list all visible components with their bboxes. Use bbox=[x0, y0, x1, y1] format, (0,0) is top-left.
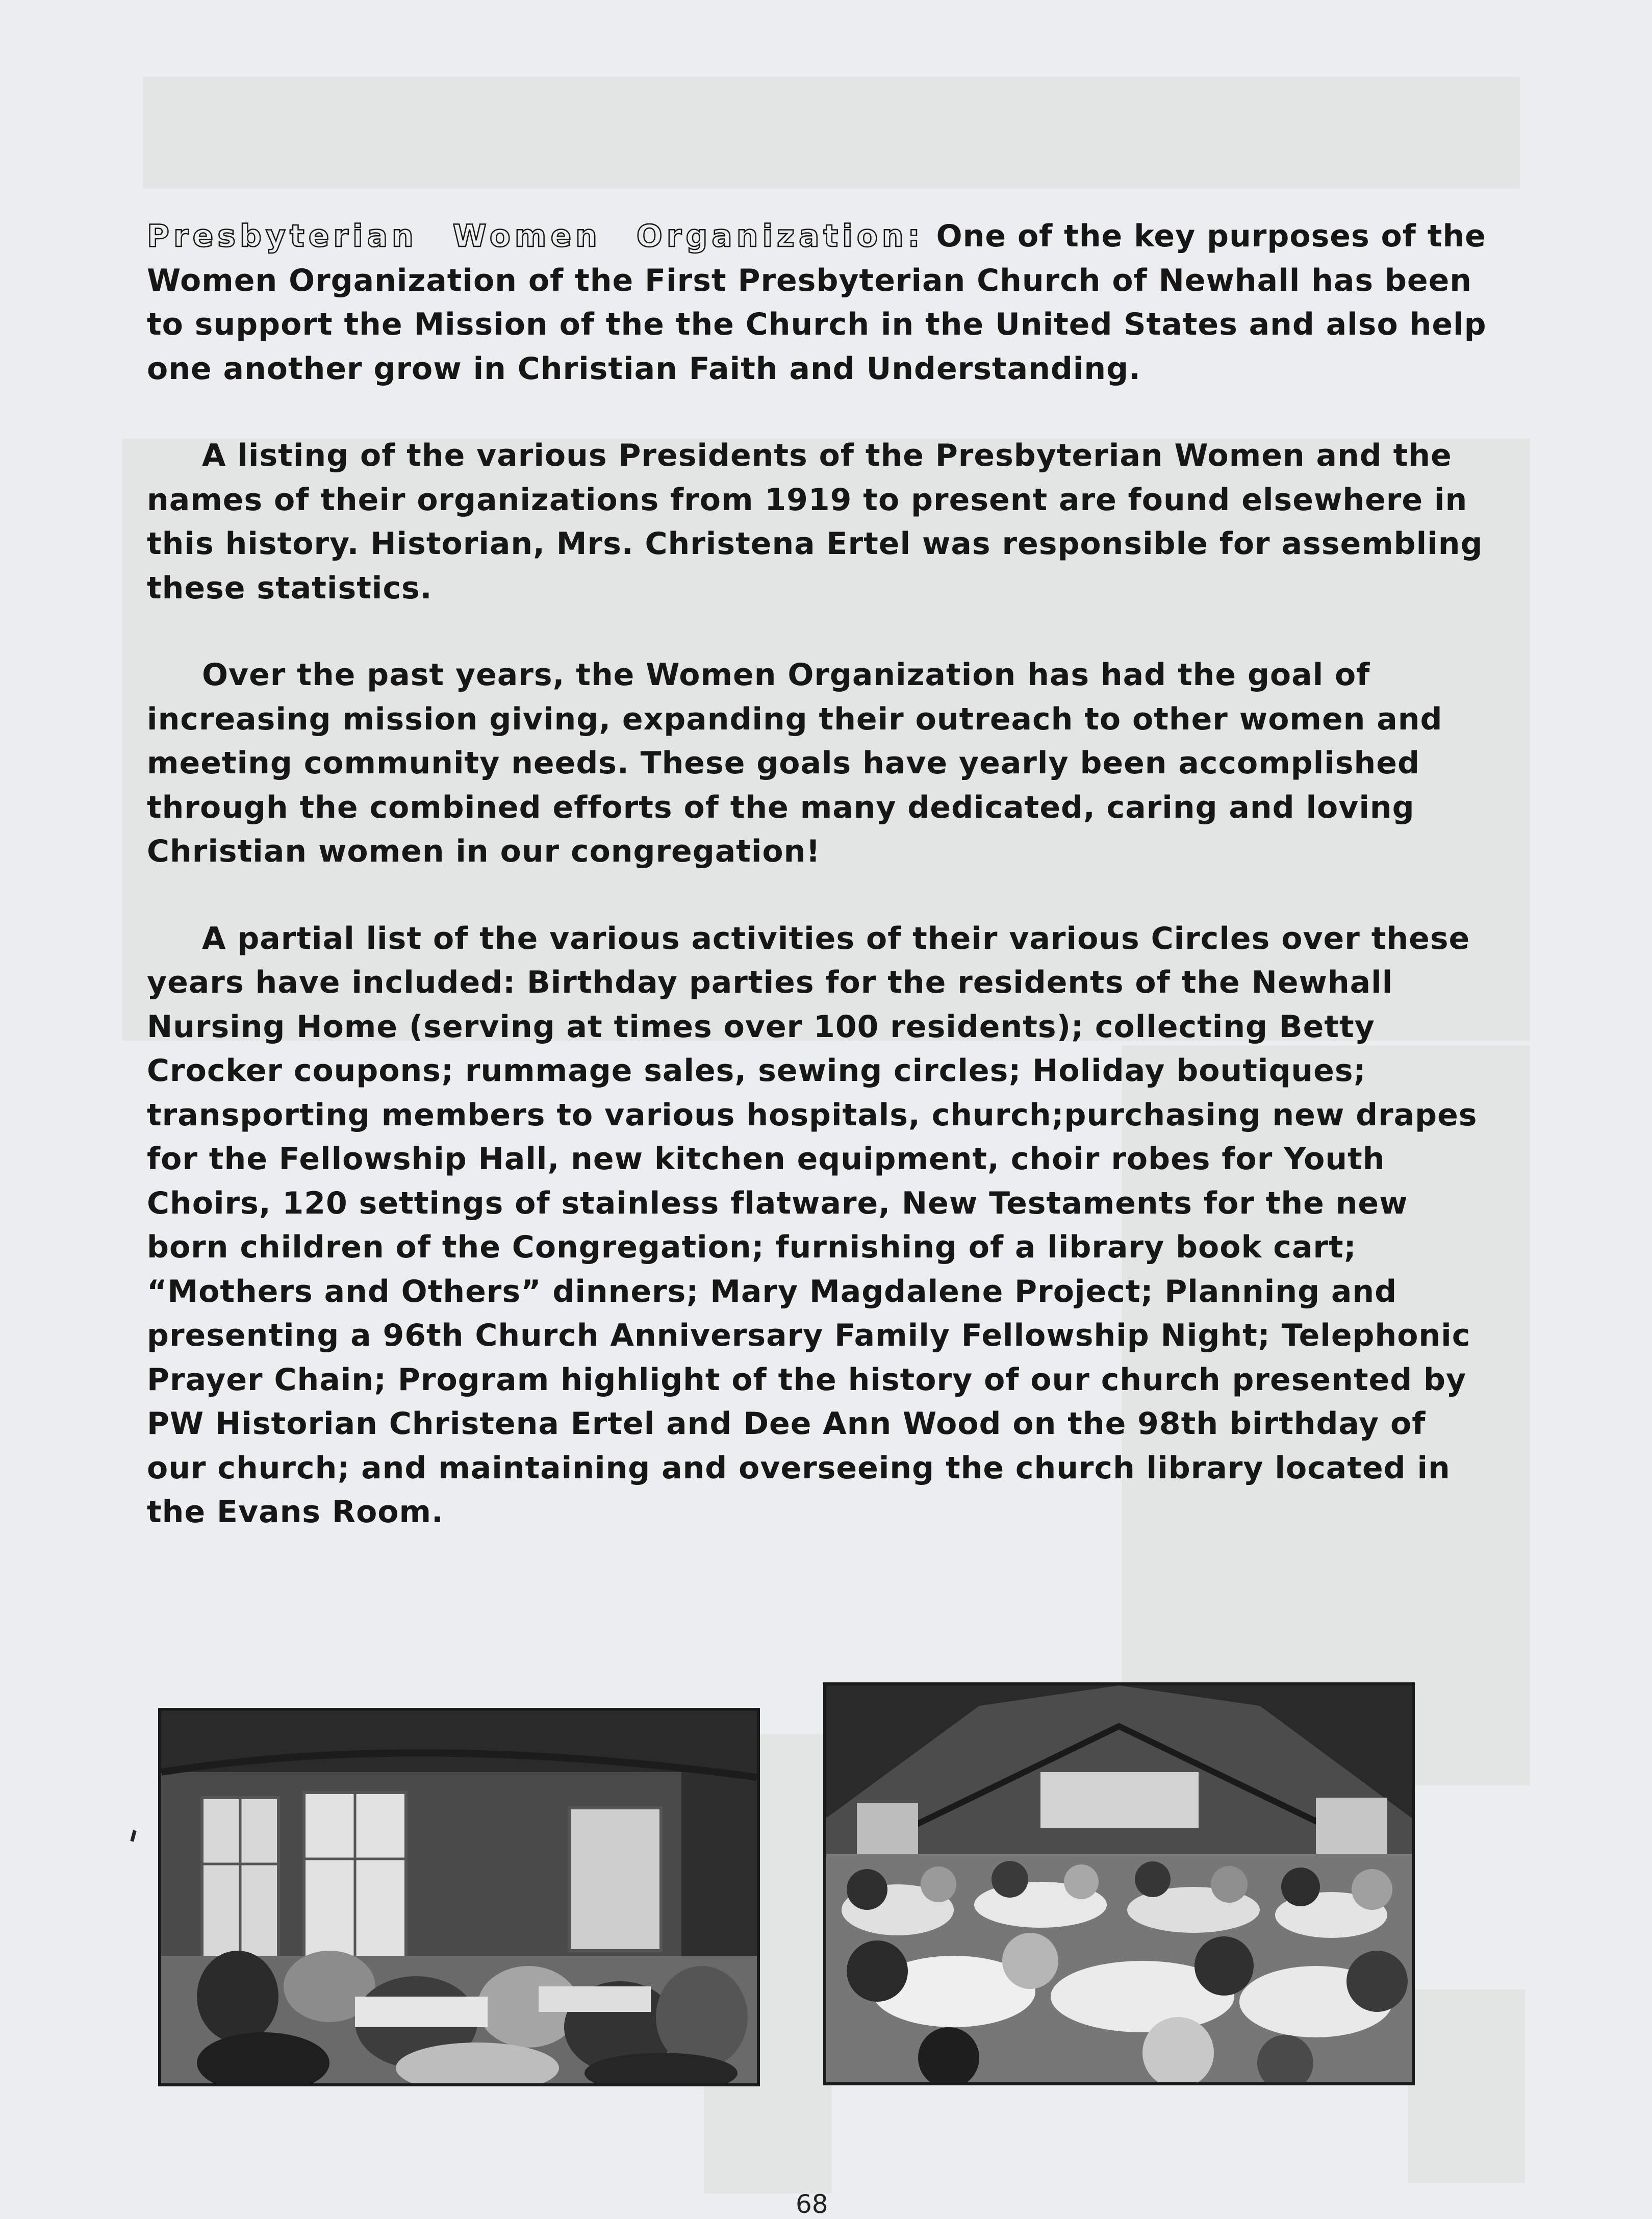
stray-mark bbox=[130, 1830, 136, 1842]
activities-paragraph: A partial list of the various activities of their various Circles over these years have included: Birthday parties for the residents of the Newhall Nursing Home (serving at times over 100 residents); collecting Betty Crocker coupons; rummage sales, sewing circles; Holiday boutiques; transporting members to various hospitals, church;purchasing new drapes for the Fellowship Hall, new kitchen equipment, choir robes for Youth Choirs, 120 settings of stainless flatware, New Testaments for the new born children of the Congregation; furnishing of a library book cart; “Mothers and Others” dinners; Mary Magdalene Project; Planning and presenting a 96th Church Anniversary Family Fellowship Night; Telephonic Prayer Chain; Program highlight of the history of our church presented by PW Historian Christena Ertel and Dee Ann Wood on the 98th birthday of our church; and maintaining and overseeing the church library located in the Evans Room. bbox=[147, 920, 1478, 1530]
intro-text: One of the key purposes of the Women Organization of the First Presbyterian Church of Newhall has been to support the Mission of the the Church in the United States and also help one another grow in Christian Faith and Understanding. bbox=[147, 218, 1487, 387]
fellowship-hall-photo-right bbox=[823, 1682, 1415, 2085]
goals-paragraph: Over the past years, the Women Organization has had the goal of increasing mission giving, expanding their outreach to other women and meeting community needs. These goals have yearly been accomplished through the combined efforts of the many dedicated, caring and loving Christian women in our congregation! bbox=[147, 657, 1443, 869]
page-number: 68 bbox=[796, 2189, 828, 2219]
body-text bbox=[147, 214, 1493, 1577]
luncheon-photo-left-image bbox=[161, 1711, 757, 2083]
luncheon-photo-left bbox=[158, 1708, 760, 2086]
bleed-through-block bbox=[143, 77, 1520, 189]
bleed-through-block bbox=[1408, 1989, 1525, 2183]
fellowship-hall-photo-right-image bbox=[826, 1685, 1412, 2082]
presidents-paragraph: A listing of the various Presidents of the Presbyterian Women and the names of their organizations from 1919 to present are found elsewhere in this history. Historian, Mrs. Christena Ertel was responsible for assembling these statistics. bbox=[147, 438, 1483, 606]
intro-paragraph bbox=[147, 214, 1493, 391]
section-heading: Presbyterian Women Organization: bbox=[147, 218, 924, 254]
